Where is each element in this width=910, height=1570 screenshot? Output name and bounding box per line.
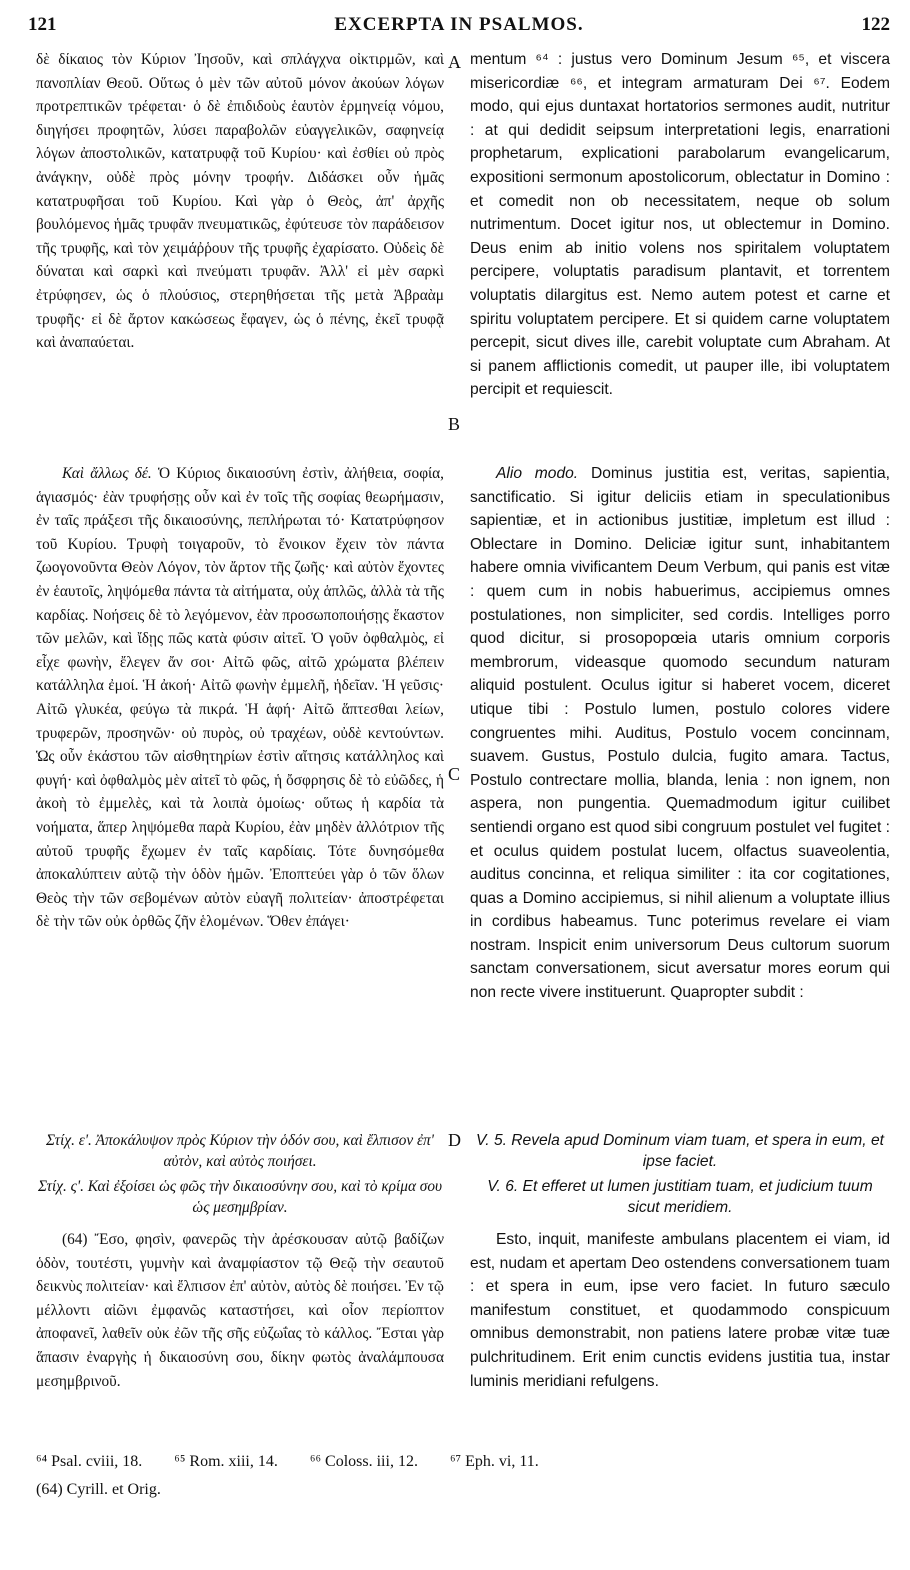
footnote-source: (64) Cyrill. et Orig. <box>36 1481 161 1498</box>
page-number-right: 122 <box>861 14 890 35</box>
greek-text: Ὁ Κύριος δικαιοσύνη ἐστὶν, ἀλήθεια, σοφία, ἁγιασμός· ἐὰν τρυφήσῃς οὖν καὶ ἐν τοῖς τῆς σοφίας θεωρήμασιν, ἐν ταῖς πράξεσι τῆς δικαιοσύνης, πεπλήρωται τό· Κατατρύφησον τοῦ Κυρίου. Τρυφὴ τοιγαροῦν, τὸ ἔνοικον ἔχειν τὸν πάντα ζωογονοῦντα Θεὸν Λόγον, τὸν ἄρτον τῆς ζωῆς· καὶ αὐτὸν ἔχοντες ἐν ἑαυτοῖς, ληψόμεθα πάντα τὰ αἰτήματα, οὐχ ἁπλῶς, ἀλλὰ τὰ τῆς καρδίας. Νοήσεις δὲ τὸ λεγόμενον, ἐὰν προσωποποιήσῃς ἕκαστον τῶν μελῶν, καὶ ἴδῃς πῶς κατὰ φύσιν αἰτεῖ. Ὁ γοῦν ὀφθαλμὸς, εἰ εἶχε φωνὴν, ἔλεγεν ἄν σοι· Αἰτῶ φῶς, αἰτῶ χρώματα βλέπειν κατάλληλα ἐμοί. Ἡ ἀκοή· Αἰτῶ φωνὴν ἐμμελῆ, ἡδεῖαν. Ἡ γεῦσις· Αἰτῶ γλυκέα, φεύγω τὰ πικρά. Ἡ ἁφή· Αἰτῶ ἅπτεσθαι λείων, τρυφερῶν, προσηνῶν· οὐ πυρὸς, οὐ τραχέων, οὐδὲ κεντούντων. Ὡς οὖν ἑκάστου τῶν αἰσθητηρίων ἐστὶν αἴτησις κατάλληλος καὶ φυγή· καὶ ὀφθαλμὸς μὲν αἰτεῖ τὸ φῶς, ἡ ὄσφρησις δὲ τὸ εὐῶδες, ἡ ἀκοὴ τὸ ἐμμελὲς, καὶ τὰ λοιπὰ ὁμοίως· οὕτως ἡ καρδία τὰ νοήματα, ἅπερ ληψόμεθα παρὰ Κυρίου, ἐὰν μηδὲν ἀλλότριον τῆς αὐτοῦ τρυφῆς ἔχωμεν ἐν ταῖς καρδίαις. Τότε δυνησόμεθα ἀποκαλύπτειν αὐτῷ τὴν ὁδὸν ἡμῶν. Ἐποπτεύει γὰρ ὁ τῶν ὅλων Θεὸς τὴν τῶν σεβομένων αὐτὸν εὐαγῆ πολιτείαν· ἀποστρέφεται δὲ τὴν τῶν οὐκ ὀρθῶς ζῆν ἑλομένων. Ὅθεν ἐπάγει· <box>36 465 444 931</box>
latin-block-1 <box>470 48 890 402</box>
marker-d: D <box>448 1130 461 1150</box>
marker-c: C <box>448 764 461 784</box>
latin-verse-6: V. 6. Et efferet ut lumen justitiam tuam, et judicium tuum sicut meridiem. <box>487 1178 873 1216</box>
running-title: EXCERPTA IN PSALMOS. <box>334 14 584 35</box>
greek-lead: Καὶ ἄλλως δέ. <box>62 465 152 482</box>
greek-paragraph: δὲ δίκαιος τὸν Κύριον Ἰησοῦν, καὶ σπλάγχνα οἰκτιρμῶν, καὶ πανοπλίαν Θεοῦ. Οὕτως ὁ μὲν τῶν αὐτοῦ μόνον ἀκούων λόγων προτρεπτικῶν τρέφεται· ὁ δὲ ἐπιδιδοὺς ἑαυτὸν ἑρμηνείᾳ νόμου, διηγήσει προφητῶν, λύσει παραβολῶν εὐαγγελικῶν, σαφηνείᾳ λόγων ἀποστολικῶν, κατατρυφᾷ τοῦ Κυρίου· καὶ ἐσθίει οὐ πρὸς ἀνάγκην, οὐδὲ πρὸς μόνην τροφήν. Διδάσκει οὖν ἡμᾶς κατατρυφῆσαι τοῦ Κυρίου. Καὶ γὰρ ὁ Θεὸς, ἀπ' ἀρχῆς βουλόμενος ἡμᾶς τρυφᾶν πνευματικῶς, ἐφύτευσε τὸν παράδεισον τῆς τρυφῆς, καὶ τὸν χειμάῤῥουν τῆς τρυφῆς ἐχαρίσατο. Οὐδεὶς δὲ δύναται καὶ σαρκὶ καὶ πνεύματι τρυφᾶν. Ἀλλ' εἰ μὲν σαρκὶ ἐτρύφησεν, ὡς ὁ πλούσιος, στερηθήσεται τῆς μετὰ Ἀβραὰμ τρυφῆς· εἰ δὲ ἄρτον κακώσεως ἔφαγεν, ὡς ὁ πένης, ἐκεῖ τρυφᾷ καὶ ἀναπαύεται. <box>36 51 444 352</box>
footnote-row-references <box>36 1448 896 1476</box>
greek-paragraph: (64) Ἔσο, φησὶν, φανερῶς τὴν ἀρέσκουσαν αὐτῷ βαδίζων ὁδὸν, τουτέστι, γυμνὴν καὶ ἀναμφίαστον τῷ Θεῷ τὴν σεαυτοῦ δεικνὺς πολιτείαν· καὶ ἔλπισον ἐπ' αὐτὸν, αὐτὸς δὲ ποιήσει. Ἐν τῷ μέλλοντι αἰῶνι ἐμφανῶς καταστήσει, καὶ οἷον περίοπτον ἀποφανεῖ, λαθεῖν οὐκ ἐῶν τῆς σῆς εὐζωΐας τὸ κάλλος. Ἔσται γὰρ ἅπασιν ἐναργὴς ἡ δικαιοσύνη σου, δίκην φωτὸς ἀναλάμπουσα μεσημβρινοῦ. <box>36 1231 444 1390</box>
footnote-66: ⁶⁶ Coloss. iii, 12. <box>309 1453 418 1470</box>
latin-block-3 <box>470 1228 890 1393</box>
greek-verses <box>36 1130 444 1218</box>
greek-block-2 <box>36 462 444 934</box>
greek-verse-5: Στίχ. ε'. Ἀποκάλυψον πρὸς Κύριον τὴν ὁδόν σου, καὶ ἔλπισον ἐπ' αὐτὸν, καὶ αὐτὸς ποιήσει. <box>46 1132 434 1170</box>
latin-paragraph <box>470 462 890 1005</box>
greek-block-1 <box>36 48 444 355</box>
marker-a: A <box>448 52 461 72</box>
footnote-65: ⁶⁵ Rom. xiii, 14. <box>174 1453 278 1470</box>
latin-block-2 <box>470 462 890 1005</box>
footnote-64: ⁶⁴ Psal. cviii, 18. <box>36 1453 143 1470</box>
greek-paragraph <box>36 462 444 934</box>
page-header <box>28 14 890 44</box>
footnotes <box>36 1448 896 1504</box>
latin-verses <box>470 1130 890 1218</box>
latin-paragraph: mentum ⁶⁴ : justus vero Dominum Jesum ⁶⁵, et viscera misericordiæ ⁶⁶, et integram armaturam Dei ⁶⁷. Eodem modo, qui ejus duntaxat hortatorios sermones audit, nutritur : at qui dedidit seipsum interpretationi legis, enarrationi prophetarum, explicationi parabolarum evangelicarum, expositioni sermonum apostolicorum, oblectatur in Domino : et comedit non ob necessitatem, neque ob solum nutrimentum. Docet igitur nos, ut oblectemur in Domino. Deus enim ab initio volens nos spiritalem voluptatem percipere, voluptatis paradisum plantavit, et torrentem voluptatis dilargitus est. Nemo autem potest et carne et spiritu voluptatem percipere. Et si quidem carne voluptatem percepit, sicut dives ille, carebit voluptate cum Abraham. At si panem afflictionis comedit, ut pauper ille, ibi voluptatem percipit et requiescit. <box>470 51 890 399</box>
greek-verse-6: Στίχ. ς'. Καὶ ἐξοίσει ὡς φῶς τὴν δικαιοσύνην σου, καὶ τὸ κρίμα σου ὡς μεσημβρίαν. <box>37 1178 443 1216</box>
footnote-67: ⁶⁷ Eph. vi, 11. <box>449 1453 539 1470</box>
latin-text: Dominus justitia est, veritas, sapientia, sanctificatio. Si igitur deliciis etiam in speculationibus sapientiæ, et in actionibus justitiæ, impletum est illud : Oblectare in Domino. Deliciæ igitur sunt, inhabitantem habere omnia vivificantem Deum Verbum, qui panis est vitæ : quem cum in nobis habuerimus, accipiemus omnes postulationes, non simpliciter, sed cordis. Intelliges porro quod dicitur, si prosopopœia utaris omnium corporis membrorum, videasque quomodo secundum naturam aliquid postulent. Oculus igitur si haberet vocem, diceret utique tibi : Postulo lumen, postulo colores videre congruentes mihi. Auditus, Postulo vocem concinnam, suavem. Gustus, Postulo dulcia, fugito amara. Tactus, Postulo contrectare mollia, blanda, lenia : non ignem, non aspera, non pungentia. Quemadmodum igitur cuilibet sentiendi organo est quod sibi congruum postulet vel fugitet : et oculus quidem postulat lucem, olfactus suaveolentia, auditus concinna, et reliqua similiter : ita cor cogitationes, quas a Domino accipiemus, si nihil alienum a voluptate illius in cordibus habeamus. Tunc poterimus revelare ei viam nostram. Inspicit enim universorum Deus cultorum suorum sanctam conversationem, sicut aversatur mores eorum qui non recte vivere instituerunt. Quapropter subdit : <box>470 465 890 1002</box>
latin-lead: Alio modo. <box>496 465 579 482</box>
latin-verse-5: V. 5. Revela apud Dominum viam tuam, et spera in eum, et ipse faciet. <box>476 1132 884 1170</box>
latin-paragraph: Esto, inquit, manifeste ambulans placentem ei viam, id est, nudam et apertam Deo ostendens conversationem tuam : et spera in eum, ipse vero faciet. In futuro sæculo manifestum constituet, et quodammodo conspicuum omnibus demonstrabit, non patiens latere probæ vitæ tuæ pulchritudinem. Erit enim cunctis evidens justitia tua, instar luminis meridiani refulgens. <box>470 1231 890 1390</box>
greek-block-3 <box>36 1228 444 1393</box>
page-number-left: 121 <box>28 14 57 35</box>
marker-b: B <box>448 414 461 434</box>
